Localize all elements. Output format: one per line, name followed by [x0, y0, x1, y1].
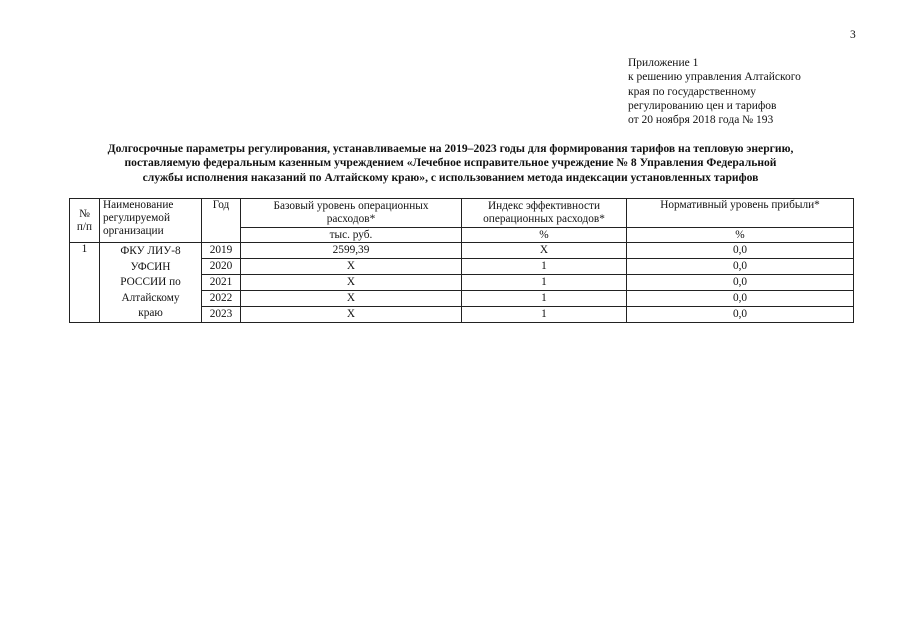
cell-efficiency-index: 1	[462, 274, 627, 290]
cell-year: 2023	[202, 306, 241, 322]
org-text: ФКУ ЛИУ-8	[120, 245, 181, 257]
cell-base-level: 2599,39	[241, 243, 462, 259]
unit-profit-level: %	[627, 228, 854, 243]
header-text: операционных расходов*	[483, 213, 605, 225]
cell-efficiency-index: 1	[462, 306, 627, 322]
org-text: краю	[138, 307, 163, 319]
header-text: Базовый уровень операционных	[273, 200, 429, 212]
org-text: УФСИН	[130, 260, 171, 273]
document-title	[40, 142, 861, 185]
unit-base-level: тыс. руб.	[241, 228, 462, 243]
cell-base-level: Х	[241, 274, 462, 290]
appendix-line: от 20 ноября 2018 года № 193	[628, 114, 774, 127]
page-number: 3	[850, 29, 856, 41]
title-line: Долгосрочные параметры регулирования, устанавливаемые на 2019–2023 годы для формирования тарифов на тепловую энергию,	[107, 142, 794, 155]
cell-efficiency-index: 1	[462, 290, 627, 306]
appendix-line: регулированию цен и тарифов	[628, 99, 777, 112]
title-line: поставляемую федеральным казенным учреждением «Лечебное исправительное учреждение № 8 Управления Федеральной	[124, 156, 777, 170]
cell-organization	[100, 243, 202, 323]
cell-profit-level: 0,0	[627, 243, 854, 259]
header-efficiency-index	[462, 199, 627, 228]
header-base-level	[241, 199, 462, 228]
cell-efficiency-index: Х	[462, 243, 627, 259]
header-text: расходов*	[326, 213, 376, 225]
cell-profit-level: 0,0	[627, 274, 854, 290]
appendix-line: Приложение 1	[628, 57, 699, 69]
unit-efficiency-index: %	[462, 228, 627, 243]
org-text: РОССИИ по	[120, 276, 181, 288]
cell-base-level: Х	[241, 306, 462, 322]
cell-profit-level: 0,0	[627, 306, 854, 322]
appendix-note	[628, 56, 801, 127]
cell-profit-level: 0,0	[627, 290, 854, 306]
header-text: Индекс эффективности	[487, 200, 600, 212]
cell-year: 2022	[202, 290, 241, 306]
org-text: Алтайскому	[121, 291, 180, 304]
header-text: Наименование	[103, 199, 174, 211]
header-text: п/п	[76, 220, 93, 233]
header-text: №	[79, 207, 90, 220]
appendix-line: к решению управления Алтайского	[628, 71, 801, 84]
header-text: организации	[103, 225, 164, 237]
cell-base-level: Х	[241, 258, 462, 274]
appendix-line: края по государственному	[628, 85, 756, 98]
cell-year: 2021	[202, 274, 241, 290]
header-text: регулируемой	[103, 212, 170, 224]
table-header-row	[70, 199, 854, 228]
cell-year: 2019	[202, 243, 241, 259]
header-number	[70, 199, 100, 243]
cell-efficiency-index: 1	[462, 258, 627, 274]
cell-year: 2020	[202, 258, 241, 274]
cell-row-number: 1	[70, 243, 100, 323]
header-profit-level: Нормативный уровень прибыли*	[627, 199, 854, 228]
header-year: Год	[202, 199, 241, 243]
title-line: службы исполнения наказаний по Алтайскому краю», с использованием метода индексации установленных тарифов	[142, 170, 759, 184]
header-organization	[100, 199, 202, 243]
table-row	[70, 243, 854, 259]
cell-base-level: Х	[241, 290, 462, 306]
cell-profit-level: 0,0	[627, 258, 854, 274]
regulation-parameters-table	[69, 198, 854, 323]
